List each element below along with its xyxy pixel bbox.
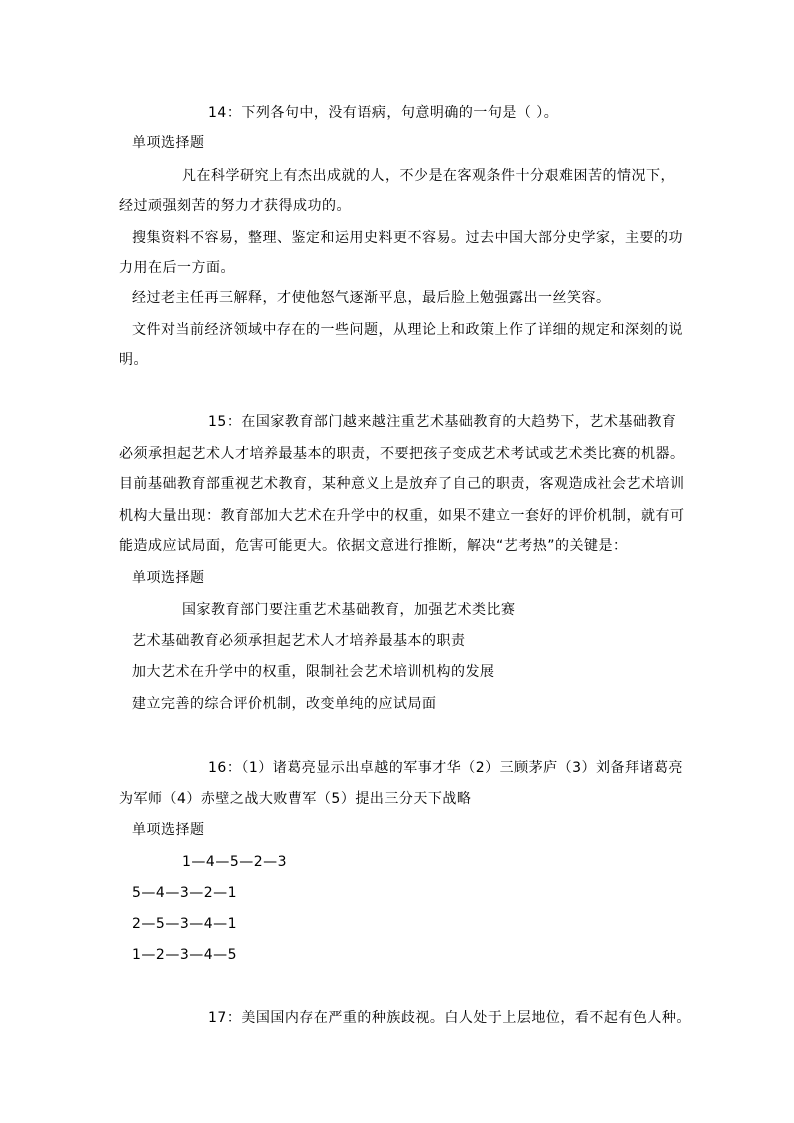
question-type: 单项选择题 [132, 822, 205, 838]
option-d: 建立完善的综合评价机制，改变单纯的应试局面 [132, 696, 437, 712]
question-stem: 14：下列各句中，没有语病，句意明确的一句是（ ）。 [208, 105, 559, 121]
option-d: 文件对当前经济领域中存在的一些问题，从理论上和政策上作了详细的规定和深刻的说 [132, 322, 683, 338]
question-stem: 17：美国国内存在严重的种族歧视。白人处于上层地位，看不起有色人种。 [208, 1010, 691, 1026]
question-type: 单项选择题 [132, 570, 205, 586]
option-c: 加大艺术在升学中的权重，限制社会艺术培训机构的发展 [132, 664, 495, 680]
question-stem-cont: 能造成应试局面，危害可能更大。依据文意进行推断，解决“艺考热”的关键是： [119, 538, 628, 554]
option-d: 1—2—3—4—5 [132, 947, 238, 963]
question-stem: 15：在国家教育部门越来越注重艺术基础教育的大趋势下，艺术基础教育 [208, 414, 677, 430]
option-b: 艺术基础教育必须承担起艺术人才培养最基本的职责 [132, 633, 466, 649]
option-a: 国家教育部门要注重艺术基础教育，加强艺术类比赛 [182, 602, 516, 618]
option-c: 2—5—3—4—1 [132, 916, 238, 932]
option-b: 搜集资料不容易，整理、鉴定和运用史料更不容易。过去中国大部分史学家，主要的功 [132, 230, 683, 246]
question-stem-cont: 为军师（4）赤壁之战大败曹军（5）提出三分天下战略 [119, 791, 472, 807]
option-a: 凡在科学研究上有杰出成就的人，不少是在客观条件十分艰难困苦的情况下， [182, 168, 675, 184]
option-a: 1—4—5—2—3 [182, 854, 288, 870]
option-a-cont: 经过顽强刻苦的努力才获得成功的。 [119, 198, 351, 214]
question-stem-cont: 必须承担起艺术人才培养最基本的职责，不要把孩子变成艺术考试或艺术类比赛的机器。 [119, 446, 685, 462]
option-c: 经过老主任再三解释，才使他怒气逐渐平息，最后脸上勉强露出一丝笑容。 [132, 290, 611, 306]
question-stem: 16：（1）诸葛亮显示出卓越的军事才华（2）三顾茅庐（3）刘备拜诸葛亮 [208, 760, 684, 776]
option-b-cont: 力用在后一方面。 [119, 260, 235, 276]
question-stem-cont: 目前基础教育部重视艺术教育，某种意义上是放弃了自己的职责，客观造成社会艺术培训 [119, 476, 685, 492]
question-type: 单项选择题 [132, 135, 205, 151]
option-b: 5—4—3—2—1 [132, 885, 238, 901]
question-stem-cont: 机构大量出现：教育部加大艺术在升学中的权重，如果不建立一套好的评价机制，就有可 [119, 508, 685, 524]
option-d-cont: 明。 [119, 352, 148, 368]
